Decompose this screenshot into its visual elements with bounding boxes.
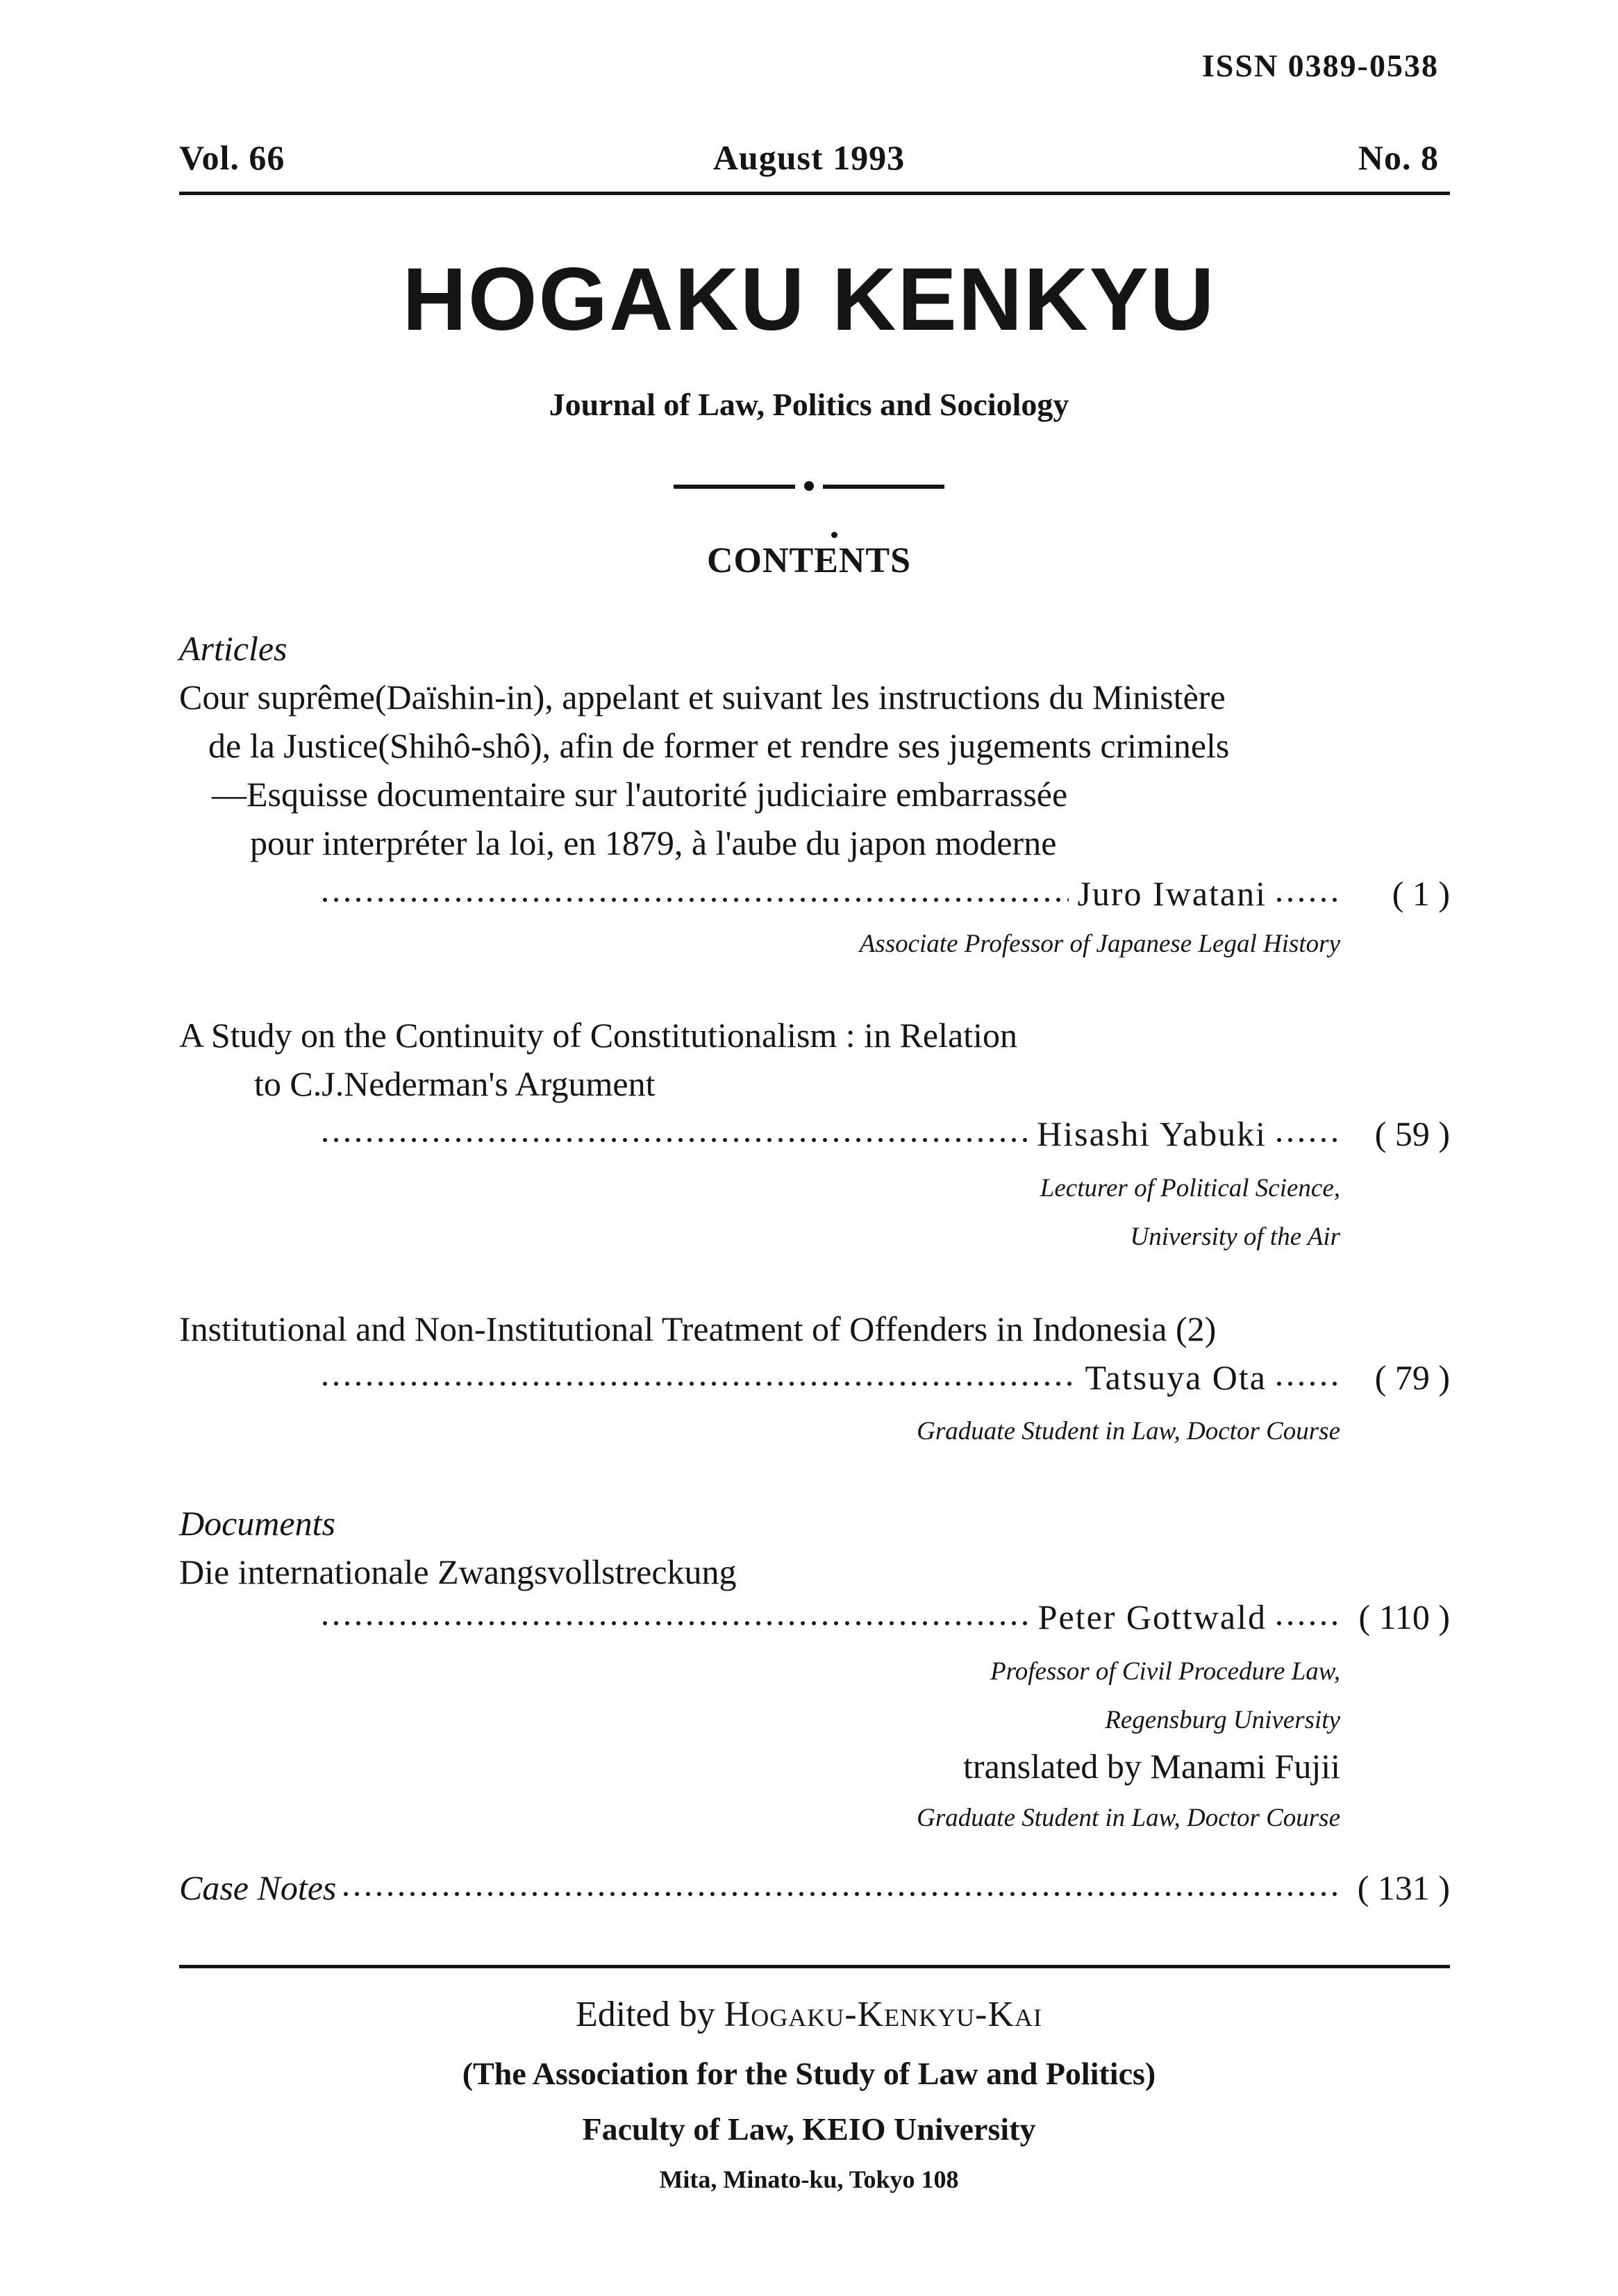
article-3-author: Tatsuya Ota bbox=[1085, 1358, 1267, 1397]
article-1-title-line-4: pour interpréter la loi, en 1879, à l'aube du japon moderne bbox=[250, 823, 1057, 862]
dot-leader bbox=[319, 1134, 1028, 1146]
ornament-left-rule bbox=[674, 485, 795, 489]
article-1-page: ( 1 ) bbox=[1392, 874, 1450, 913]
faculty-name: Faculty of Law, KEIO University bbox=[582, 2111, 1036, 2147]
article-2-page: ( 59 ) bbox=[1374, 1114, 1450, 1153]
document-1-author: Peter Gottwald bbox=[1037, 1598, 1267, 1636]
dot-leader bbox=[1274, 894, 1340, 905]
edited-by-label: Edited by bbox=[576, 1995, 715, 2034]
issue-date: August 1993 bbox=[712, 138, 906, 177]
journal-title: HOGAKU KENKYU bbox=[402, 250, 1216, 349]
dot-leader bbox=[1274, 1618, 1340, 1629]
issue-number: No. 8 bbox=[1358, 138, 1439, 177]
dot-leader bbox=[340, 1888, 1340, 1900]
issn-number: ISSN 0389-0538 bbox=[1201, 48, 1439, 83]
bottom-divider bbox=[179, 1965, 1450, 1968]
editor-name: Hogaku-Kenkyu-Kai bbox=[724, 1995, 1042, 2034]
document-1-page: ( 110 ) bbox=[1358, 1598, 1450, 1636]
association-name: (The Association for the Study of Law and Politics) bbox=[462, 2056, 1156, 2091]
dot-leader bbox=[1274, 1134, 1340, 1146]
article-1-affiliation: Associate Professor of Japanese Legal History bbox=[859, 930, 1340, 958]
article-3-page: ( 79 ) bbox=[1374, 1358, 1450, 1397]
article-2-affiliation-line-2: University of the Air bbox=[1130, 1223, 1340, 1251]
article-2-entry-line[interactable] bbox=[319, 1114, 1450, 1154]
article-1-title-line-3: —Esquisse documentaire sur l'autorité judiciaire embarrassée bbox=[212, 775, 1068, 814]
ornament-dot bbox=[804, 481, 814, 491]
case-notes-label: Case Notes bbox=[179, 1868, 337, 1907]
case-notes-entry[interactable] bbox=[179, 1868, 1450, 1908]
top-divider bbox=[179, 192, 1450, 195]
document-1-title: Die internationale Zwangsvollstreckung bbox=[179, 1552, 737, 1591]
publisher-address: Mita, Minato-ku, Tokyo 108 bbox=[659, 2165, 959, 2193]
document-1-affiliation-line-1: Professor of Civil Procedure Law, bbox=[990, 1657, 1340, 1686]
volume-number: Vol. 66 bbox=[179, 138, 285, 177]
dot-leader bbox=[319, 894, 1069, 905]
dot-leader bbox=[319, 1378, 1077, 1389]
section-label-articles: Articles bbox=[179, 629, 287, 668]
document-1-entry-line[interactable] bbox=[319, 1597, 1450, 1637]
article-3-affiliation: Graduate Student in Law, Doctor Course bbox=[917, 1417, 1340, 1446]
ornament-right-rule bbox=[823, 485, 944, 489]
document-1-translator-affiliation: Graduate Student in Law, Doctor Course bbox=[917, 1804, 1340, 1832]
section-label-documents: Documents bbox=[179, 1504, 335, 1543]
article-3-title-line-1: Institutional and Non-Institutional Treatment of Offenders in Indonesia (2) bbox=[179, 1309, 1217, 1348]
document-1-affiliation-line-2: Regensburg University bbox=[1105, 1706, 1340, 1734]
dot-leader bbox=[1274, 1378, 1340, 1389]
article-1-author: Juro Iwatani bbox=[1077, 874, 1267, 913]
article-2-title-line-1: A Study on the Continuity of Constitutionalism : in Relation bbox=[179, 1016, 1017, 1055]
case-notes-page: ( 131 ) bbox=[1357, 1868, 1450, 1907]
article-2-affiliation-line-1: Lecturer of Political Science, bbox=[1040, 1174, 1340, 1203]
contents-mark bbox=[831, 532, 837, 538]
article-1-entry-line[interactable] bbox=[319, 873, 1450, 914]
journal-subtitle: Journal of Law, Politics and Sociology bbox=[549, 387, 1069, 422]
article-1-title-line-1: Cour suprême(Daïshin-in), appelant et suivant les instructions du Ministère bbox=[179, 678, 1226, 717]
contents-heading: CONTENTS bbox=[706, 541, 912, 580]
editor-line bbox=[0, 1994, 1618, 2035]
dot-leader bbox=[319, 1618, 1030, 1629]
document-1-translator: translated by Manami Fujii bbox=[963, 1747, 1340, 1786]
article-3-entry-line[interactable] bbox=[319, 1357, 1450, 1398]
article-1-title-line-2: de la Justice(Shihô-shô), afin de former et rendre ses jugements criminels bbox=[208, 726, 1230, 765]
article-2-title-line-2: to C.J.Nederman's Argument bbox=[254, 1064, 656, 1103]
article-2-author: Hisashi Yabuki bbox=[1037, 1114, 1267, 1153]
